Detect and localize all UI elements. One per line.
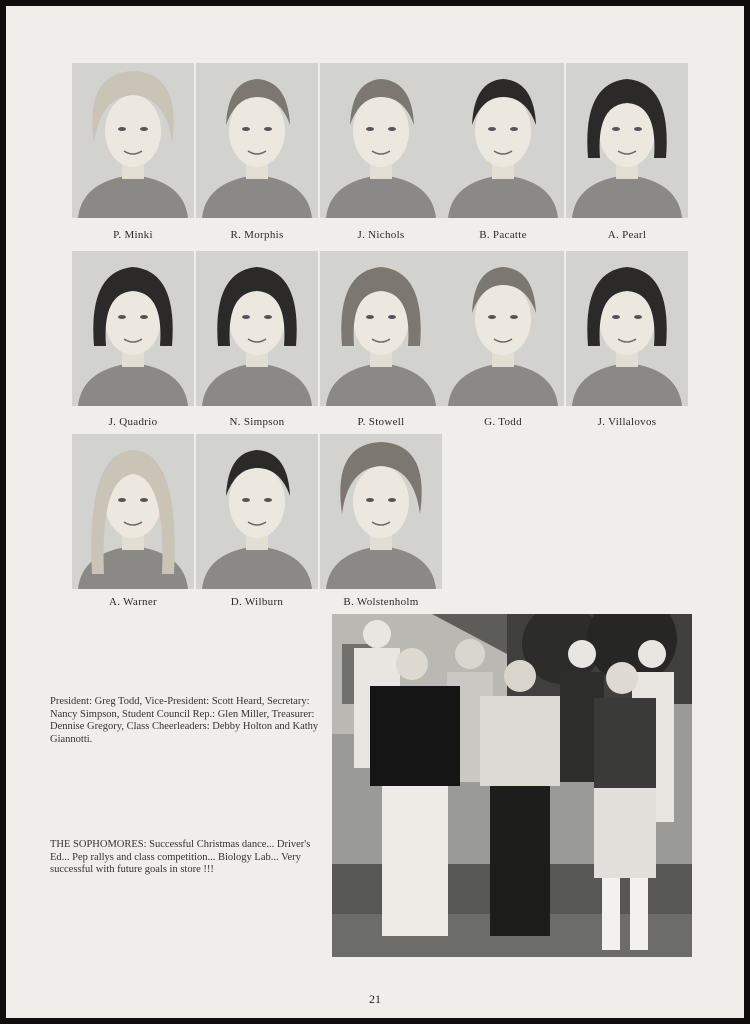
student-name-caption: P. Stowell [357, 416, 405, 428]
student-name-caption: B. Wolstenholm [343, 596, 419, 608]
student-portrait [72, 251, 194, 406]
student-name-caption: B. Pacatte [479, 229, 527, 241]
student-portrait [72, 63, 194, 218]
student-name-caption: J. Nichols [357, 229, 405, 241]
student-name-caption: J. Villalovos [597, 416, 657, 428]
student-name-caption: D. Wilburn [230, 596, 284, 608]
yearbook-page [6, 6, 744, 1018]
student-name-caption: J. Quadrio [108, 416, 158, 428]
student-name-caption: G. Todd [484, 416, 522, 428]
student-portrait [566, 63, 688, 218]
student-portrait [72, 434, 194, 589]
page-number: 21 [369, 992, 381, 1006]
student-name-caption: P. Minki [113, 229, 153, 241]
student-portrait [442, 63, 564, 218]
student-portrait [442, 251, 564, 406]
student-portrait [196, 434, 318, 589]
class-summary-text: THE SOPHOMORES: Successful Christmas dance... Driver's Ed... Pep rallys and class competition... Biology Lab... Very successful with future goals in store !!! [50, 839, 311, 875]
student-name-caption: N. Simpson [229, 416, 285, 428]
student-portrait [566, 251, 688, 406]
student-portrait [196, 63, 318, 218]
student-portrait [196, 251, 318, 406]
student-name-caption: R. Morphis [230, 229, 284, 241]
class-officers-text: President: Greg Todd, Vice-President: Scott Heard, Secretary: Nancy Simpson, Student Council Rep.: Glen Miller, Treasurer: Dennise Gregory, Class Cheerleaders: Debby Holton and Kathy Giannotti. [50, 696, 319, 745]
student-name-caption: A. Pearl [607, 229, 647, 241]
student-name-caption: A. Warner [108, 596, 158, 608]
student-portrait [320, 251, 442, 406]
student-portrait [320, 63, 442, 218]
student-portrait [320, 434, 442, 589]
class-officers-group-photo [332, 614, 692, 957]
